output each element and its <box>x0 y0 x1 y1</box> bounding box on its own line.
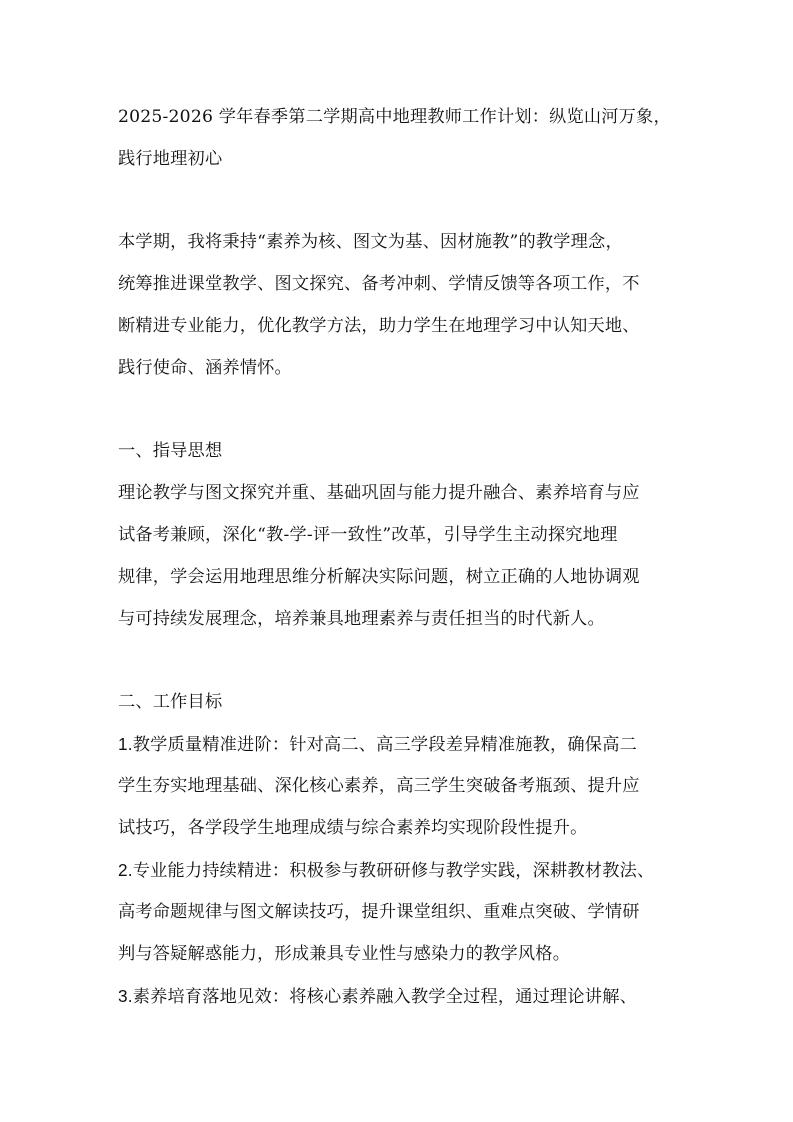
goal-item-2-line: 判与答疑解惑能力，形成兼具专业性与感染力的教学风格。 <box>118 944 571 964</box>
doc-title-line-1: 2025-2026 学年春季第二学期高中地理教师工作计划：纵览山河万象， <box>118 107 671 127</box>
section1-line: 理论教学与图文探究并重、基础巩固与能力提升融合、素养培育与应 <box>118 483 640 503</box>
goal-item-2-line <box>118 858 654 883</box>
intro-line: 统筹推进课堂教学、图文探究、备考冲刺、学情反馈等各项工作，不 <box>118 274 640 294</box>
goal-number: 1. <box>118 734 133 754</box>
goal-number: 3. <box>118 986 133 1006</box>
intro-line: 断精进专业能力，优化教学方法，助力学生在地理学习中认知天地、 <box>118 316 640 336</box>
intro-line: 本学期，我将秉持“素养为核、图文为基、因材施教”的教学理念， <box>118 232 623 252</box>
section-heading-work-goals: 二、工作目标 <box>118 692 223 712</box>
intro-line: 践行使命、涵养情怀。 <box>118 358 292 378</box>
goal-text: 素养培育落地见效：将核心素养融入教学全过程，通过理论讲解、 <box>132 987 637 1007</box>
goal-text: 教学质量精准进阶：针对高二、高三学段差异精准施教，确保高二 <box>132 735 637 755</box>
goal-item-1-line <box>118 732 637 757</box>
goal-item-3-line <box>118 984 637 1009</box>
goal-item-1-line: 学生夯实地理基础、深化核心素养，高三学生突破备考瓶颈、提升应 <box>118 776 640 796</box>
section-heading-guiding-ideology: 一、指导思想 <box>118 441 223 461</box>
section1-line: 规律，学会运用地理思维分析解决实际问题，树立正确的人地协调观 <box>118 567 640 587</box>
goal-item-1-line: 试技巧，各学段学生地理成绩与综合素养均实现阶段性提升。 <box>118 818 588 838</box>
goal-text: 专业能力持续精进：积极参与教研研修与教学实践，深耕教材教法、 <box>132 861 655 881</box>
goal-item-2-line: 高考命题规律与图文解读技巧，提升课堂组织、重难点突破、学情研 <box>118 902 640 922</box>
section1-line: 试备考兼顾，深化“教-学-评一致性”改革，引导学生主动探究地理 <box>118 525 618 545</box>
goal-number: 2. <box>118 860 133 880</box>
section1-line: 与可持续发展理念，培养兼具地理素养与责任担当的时代新人。 <box>118 609 605 629</box>
doc-title-line-2: 践行地理初心 <box>118 149 223 169</box>
